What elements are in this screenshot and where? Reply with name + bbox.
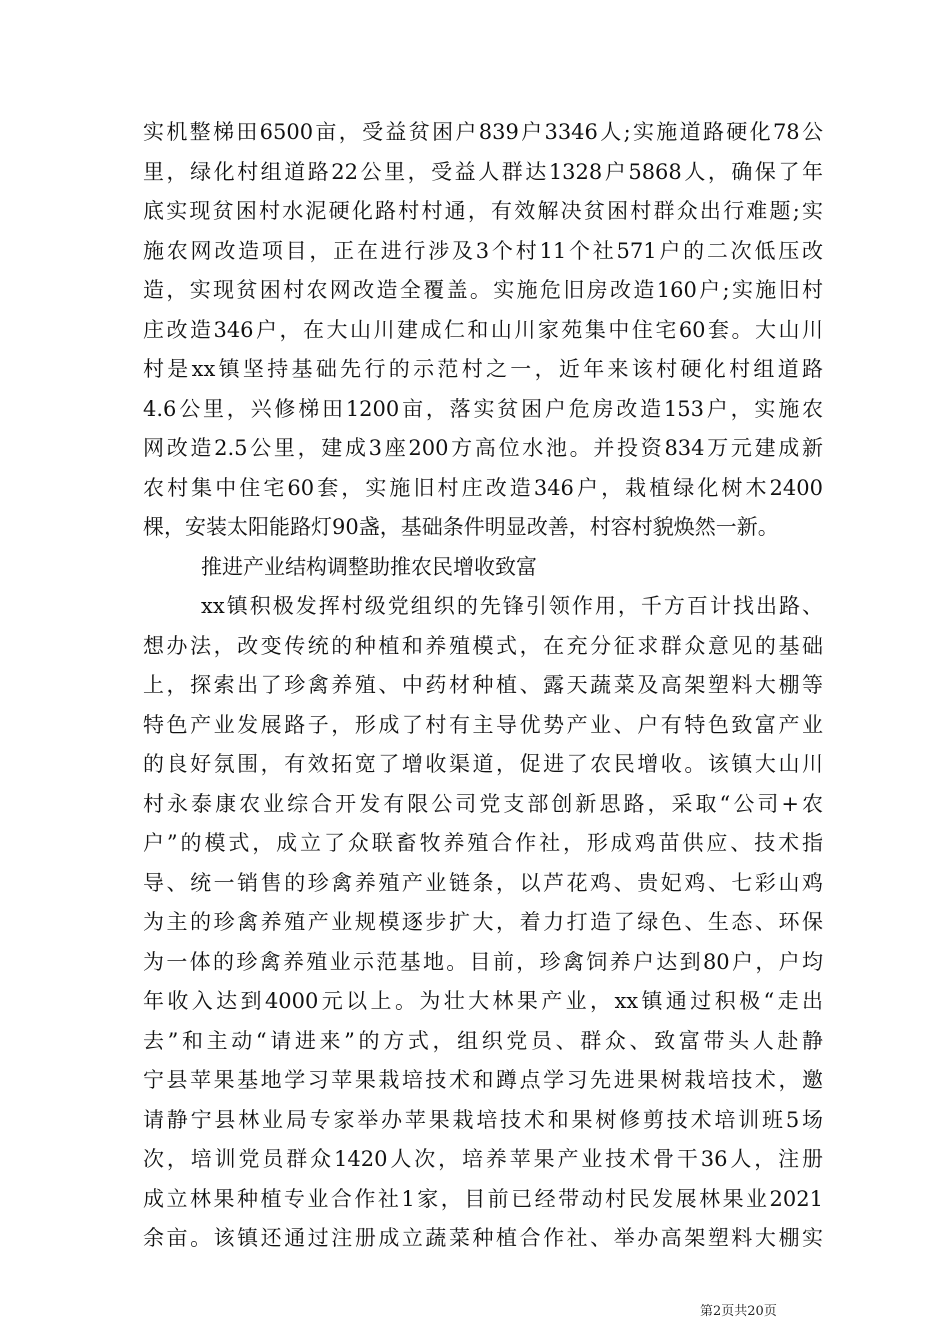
section-heading: 推进产业结构调整助推农民增收致富: [201, 554, 537, 579]
text-line: 棵，安装太阳能路灯90盏，基础条件明显改善，村容村貌焕然一新。: [143, 515, 779, 539]
text-line: 余亩。该镇还通过注册成立蔬菜种植合作社、举办高架塑料大棚实: [143, 1226, 823, 1250]
text-line: 成立林果种植专业合作社1家，目前已经带动村民发展林果业2021: [143, 1186, 823, 1211]
text-line: 农村集中住宅60套，实施旧村庄改造346户，栽植绿化树木2400: [143, 475, 823, 500]
text-line: xx镇积极发挥村级党组织的先锋引领作用，千方百计找出路、: [201, 594, 823, 618]
text-line: 请静宁县林业局专家举办苹果栽培技术和果树修剪技术培训班5场: [143, 1107, 823, 1132]
text-line: 的良好氛围，有效拓宽了增收渠道，促进了农民增收。该镇大山川: [143, 752, 823, 776]
text-line: 底实现贫困村水泥硬化路村村通，有效解决贫困村群众出行难题;实: [143, 199, 823, 223]
text-line: 想办法，改变传统的种植和养殖模式，在充分征求群众意见的基础: [143, 633, 823, 658]
text-line: 年收入达到4000元以上。为壮大林果产业，xx镇通过积极“走出: [143, 989, 823, 1013]
text-line: 造，实现贫困村农网改造全覆盖。实施危旧房改造160户;实施旧村: [143, 278, 823, 302]
text-line: 为一体的珍禽养殖业示范基地。目前，珍禽饲养户达到80户，户均: [143, 949, 823, 974]
text-line: 村是xx镇坚持基础先行的示范村之一，近年来该村硬化村组道路: [143, 357, 823, 381]
text-line: 次，培训党员群众1420人次，培养苹果产业技术骨干36人，注册: [143, 1147, 823, 1171]
text-line: 特色产业发展路子，形成了村有主导优势产业、户有特色致富产业: [143, 712, 823, 737]
text-line: 庄改造346户，在大山川建成仁和山川家苑集中住宅60套。大山川: [143, 317, 823, 342]
text-line: 上，探索出了珍禽养殖、中药材种植、露天蔬菜及高架塑料大棚等: [143, 673, 823, 697]
text-line: 宁县苹果基地学习苹果栽培技术和蹲点学习先进果树栽培技术，邀: [143, 1068, 823, 1092]
text-line: 4.6公里，兴修梯田1200亩，落实贫困户危房改造153户，实施农: [143, 396, 823, 421]
text-line: 村永泰康农业综合开发有限公司党支部创新思路，采取“公司+农: [143, 791, 823, 816]
text-line: 施农网改造项目，正在进行涉及3个村11个社571户的二次低压改: [143, 238, 823, 263]
page-number: 第2页共20页: [700, 1304, 777, 1319]
text-line: 里，绿化村组道路22公里，受益人群达1328户5868人，确保了年: [143, 159, 823, 184]
text-line: 实机整梯田6500亩，受益贫困户839户3346人;实施道路硬化78公: [143, 120, 823, 144]
body-text: [143, 113, 823, 1259]
text-line: 去”和主动“请进来”的方式，组织党员、群众、致富带头人赴静: [143, 1028, 823, 1053]
text-line: 网改造2.5公里，建成3座200方高位水池。并投资834万元建成新: [143, 436, 823, 460]
text-line: 导、统一销售的珍禽养殖产业链条，以芦花鸡、贵妃鸡、七彩山鸡: [143, 870, 823, 895]
text-line: 户”的模式，成立了众联畜牧养殖合作社，形成鸡苗供应、技术指: [143, 831, 823, 855]
text-line: 为主的珍禽养殖产业规模逐步扩大，着力打造了绿色、生态、环保: [143, 910, 823, 934]
